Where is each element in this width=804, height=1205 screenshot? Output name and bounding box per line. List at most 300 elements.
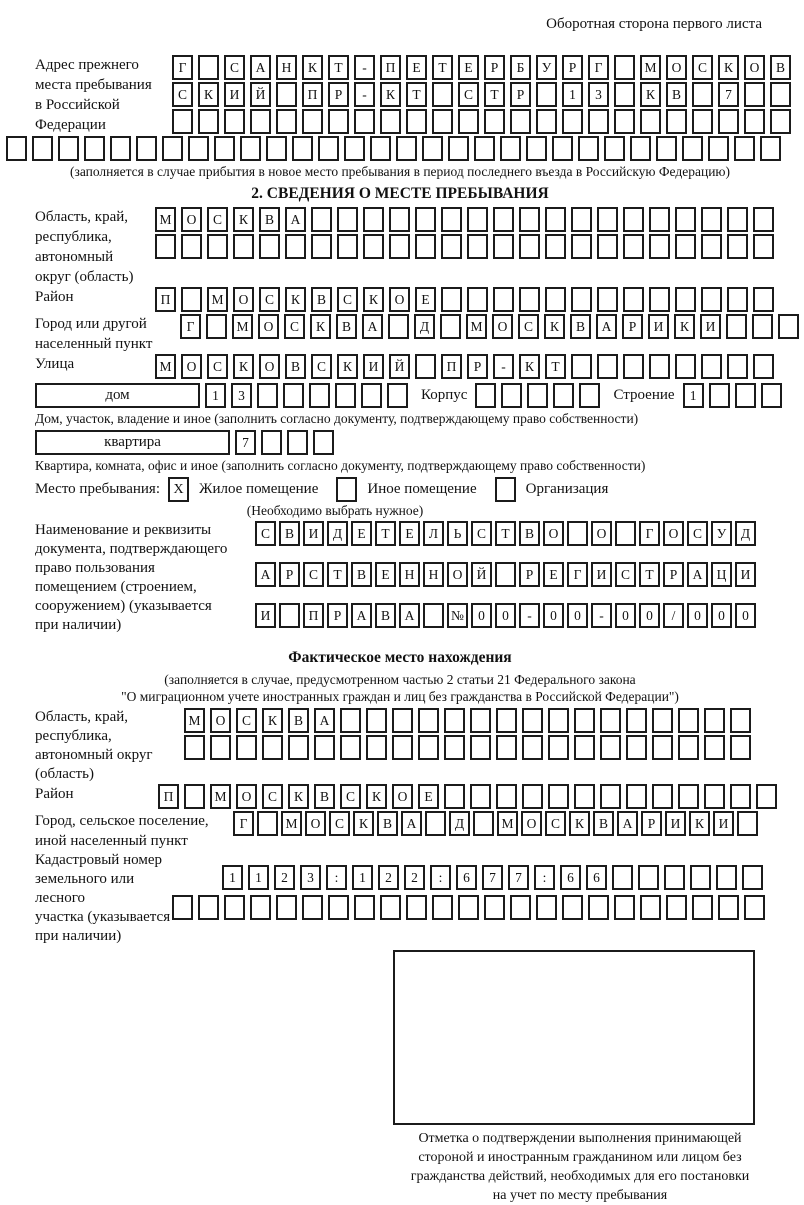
char-cell[interactable] — [432, 82, 453, 107]
char-cell[interactable] — [545, 287, 566, 312]
char-cell[interactable] — [224, 895, 245, 920]
char-cell[interactable] — [110, 136, 131, 161]
char-cell[interactable] — [363, 234, 384, 259]
char-cell[interactable]: О — [392, 784, 413, 809]
char-cell[interactable]: О — [236, 784, 257, 809]
char-cell[interactable] — [614, 82, 635, 107]
char-cell[interactable] — [522, 708, 543, 733]
char-cell[interactable]: В — [311, 287, 332, 312]
char-cell[interactable] — [770, 82, 791, 107]
char-cell[interactable] — [257, 383, 278, 408]
char-cell[interactable]: М — [155, 354, 176, 379]
char-cell[interactable] — [328, 895, 349, 920]
char-cell[interactable]: 6 — [560, 865, 581, 890]
char-cell[interactable] — [545, 207, 566, 232]
char-cell[interactable]: О — [447, 562, 468, 587]
char-cell[interactable] — [172, 109, 193, 134]
char-cell[interactable]: Р — [519, 562, 540, 587]
char-cell[interactable] — [337, 234, 358, 259]
char-cell[interactable] — [600, 784, 621, 809]
char-cell[interactable] — [522, 784, 543, 809]
char-cell[interactable] — [701, 354, 722, 379]
char-cell[interactable] — [496, 784, 517, 809]
char-cell[interactable]: О — [233, 287, 254, 312]
char-cell[interactable] — [475, 383, 496, 408]
char-cell[interactable]: 7 — [482, 865, 503, 890]
char-cell[interactable]: К — [380, 82, 401, 107]
char-cell[interactable] — [406, 109, 427, 134]
char-cell[interactable] — [444, 784, 465, 809]
char-cell[interactable] — [162, 136, 183, 161]
char-cell[interactable] — [276, 895, 297, 920]
char-cell[interactable] — [396, 136, 417, 161]
char-cell[interactable]: М — [640, 55, 661, 80]
char-cell[interactable] — [354, 109, 375, 134]
char-cell[interactable] — [742, 865, 763, 890]
char-cell[interactable] — [198, 55, 219, 80]
char-cell[interactable]: Ь — [447, 521, 468, 546]
char-cell[interactable]: И — [303, 521, 324, 546]
char-cell[interactable]: - — [519, 603, 540, 628]
char-cell[interactable] — [626, 784, 647, 809]
char-cell[interactable] — [250, 895, 271, 920]
char-cell[interactable] — [527, 383, 548, 408]
char-cell[interactable]: О — [663, 521, 684, 546]
char-cell[interactable] — [448, 136, 469, 161]
char-cell[interactable]: А — [687, 562, 708, 587]
char-cell[interactable]: 3 — [588, 82, 609, 107]
char-cell[interactable] — [701, 287, 722, 312]
char-cell[interactable] — [389, 234, 410, 259]
char-cell[interactable]: 7 — [235, 430, 256, 455]
char-cell[interactable]: Р — [562, 55, 583, 80]
char-cell[interactable] — [370, 136, 391, 161]
char-cell[interactable] — [276, 109, 297, 134]
char-cell[interactable]: М — [155, 207, 176, 232]
char-cell[interactable] — [678, 784, 699, 809]
char-cell[interactable] — [571, 287, 592, 312]
char-cell[interactable]: И — [700, 314, 721, 339]
char-cell[interactable] — [473, 811, 494, 836]
char-cell[interactable] — [283, 383, 304, 408]
char-cell[interactable] — [536, 82, 557, 107]
char-cell[interactable]: 3 — [231, 383, 252, 408]
char-cell[interactable] — [718, 895, 739, 920]
char-cell[interactable] — [675, 234, 696, 259]
char-cell[interactable] — [571, 354, 592, 379]
char-cell[interactable] — [311, 207, 332, 232]
char-cell[interactable]: В — [593, 811, 614, 836]
char-cell[interactable]: П — [303, 603, 324, 628]
char-cell[interactable] — [467, 287, 488, 312]
char-cell[interactable]: В — [336, 314, 357, 339]
char-cell[interactable] — [458, 109, 479, 134]
char-cell[interactable]: В — [279, 521, 300, 546]
char-cell[interactable]: О — [543, 521, 564, 546]
char-cell[interactable]: Н — [423, 562, 444, 587]
char-cell[interactable]: Г — [180, 314, 201, 339]
char-cell[interactable] — [727, 207, 748, 232]
char-cell[interactable] — [311, 234, 332, 259]
char-cell[interactable] — [562, 895, 583, 920]
char-cell[interactable]: Е — [406, 55, 427, 80]
char-cell[interactable]: Е — [458, 55, 479, 80]
char-cell[interactable] — [392, 708, 413, 733]
char-cell[interactable] — [761, 383, 782, 408]
char-cell[interactable] — [727, 287, 748, 312]
char-cell[interactable] — [626, 708, 647, 733]
char-cell[interactable] — [614, 895, 635, 920]
char-cell[interactable]: 1 — [222, 865, 243, 890]
char-cell[interactable]: Г — [639, 521, 660, 546]
char-cell[interactable]: К — [262, 708, 283, 733]
char-cell[interactable] — [666, 109, 687, 134]
char-cell[interactable]: В — [285, 354, 306, 379]
char-cell[interactable]: Г — [172, 55, 193, 80]
char-cell[interactable]: К — [718, 55, 739, 80]
char-cell[interactable]: К — [233, 354, 254, 379]
char-cell[interactable]: : — [534, 865, 555, 890]
char-cell[interactable] — [388, 314, 409, 339]
char-cell[interactable] — [604, 136, 625, 161]
char-cell[interactable] — [730, 735, 751, 760]
char-cell[interactable]: К — [366, 784, 387, 809]
char-cell[interactable]: 2 — [378, 865, 399, 890]
char-cell[interactable]: А — [250, 55, 271, 80]
char-cell[interactable]: С — [471, 521, 492, 546]
char-cell[interactable]: К — [285, 287, 306, 312]
char-cell[interactable] — [614, 55, 635, 80]
char-cell[interactable]: 2 — [404, 865, 425, 890]
char-cell[interactable]: Е — [415, 287, 436, 312]
char-cell[interactable]: О — [591, 521, 612, 546]
char-cell[interactable]: Р — [279, 562, 300, 587]
char-cell[interactable] — [753, 287, 774, 312]
char-cell[interactable] — [623, 234, 644, 259]
char-cell[interactable]: А — [351, 603, 372, 628]
char-cell[interactable] — [578, 136, 599, 161]
char-cell[interactable]: С — [207, 354, 228, 379]
char-cell[interactable] — [579, 383, 600, 408]
checkbox-zhiloe[interactable]: X — [168, 477, 189, 502]
char-cell[interactable]: В — [351, 562, 372, 587]
char-cell[interactable] — [313, 430, 334, 455]
char-cell[interactable]: И — [665, 811, 686, 836]
char-cell[interactable] — [257, 811, 278, 836]
char-cell[interactable] — [444, 735, 465, 760]
char-cell[interactable]: 1 — [248, 865, 269, 890]
char-cell[interactable] — [709, 383, 730, 408]
char-cell[interactable] — [340, 735, 361, 760]
char-cell[interactable] — [574, 735, 595, 760]
char-cell[interactable]: Й — [250, 82, 271, 107]
char-cell[interactable]: С — [172, 82, 193, 107]
char-cell[interactable] — [302, 109, 323, 134]
char-cell[interactable] — [344, 136, 365, 161]
char-cell[interactable] — [692, 82, 713, 107]
char-cell[interactable]: Т — [328, 55, 349, 80]
char-cell[interactable] — [441, 287, 462, 312]
char-cell[interactable] — [262, 735, 283, 760]
char-cell[interactable]: Р — [327, 603, 348, 628]
char-cell[interactable]: С — [458, 82, 479, 107]
char-cell[interactable]: К — [640, 82, 661, 107]
char-cell[interactable]: Д — [327, 521, 348, 546]
char-cell[interactable]: Е — [543, 562, 564, 587]
char-cell[interactable] — [259, 234, 280, 259]
char-cell[interactable]: Т — [545, 354, 566, 379]
char-cell[interactable] — [292, 136, 313, 161]
char-cell[interactable]: Д — [735, 521, 756, 546]
char-cell[interactable] — [236, 735, 257, 760]
char-cell[interactable]: К — [288, 784, 309, 809]
char-cell[interactable] — [422, 136, 443, 161]
char-cell[interactable]: О — [389, 287, 410, 312]
char-cell[interactable]: С — [337, 287, 358, 312]
char-cell[interactable] — [337, 207, 358, 232]
char-cell[interactable]: 0 — [615, 603, 636, 628]
char-cell[interactable] — [184, 735, 205, 760]
char-cell[interactable]: 7 — [718, 82, 739, 107]
char-cell[interactable] — [392, 735, 413, 760]
char-cell[interactable]: Г — [567, 562, 588, 587]
char-cell[interactable]: И — [735, 562, 756, 587]
char-cell[interactable]: А — [399, 603, 420, 628]
char-cell[interactable]: № — [447, 603, 468, 628]
char-cell[interactable] — [735, 383, 756, 408]
char-cell[interactable] — [484, 109, 505, 134]
char-cell[interactable] — [470, 784, 491, 809]
char-cell[interactable]: А — [596, 314, 617, 339]
char-cell[interactable] — [340, 708, 361, 733]
char-cell[interactable]: А — [401, 811, 422, 836]
char-cell[interactable] — [432, 895, 453, 920]
char-cell[interactable] — [656, 136, 677, 161]
char-cell[interactable] — [597, 234, 618, 259]
char-cell[interactable]: С — [311, 354, 332, 379]
char-cell[interactable]: М — [232, 314, 253, 339]
char-cell[interactable]: 0 — [471, 603, 492, 628]
char-cell[interactable] — [675, 207, 696, 232]
char-cell[interactable]: - — [591, 603, 612, 628]
char-cell[interactable] — [571, 234, 592, 259]
char-cell[interactable]: 0 — [567, 603, 588, 628]
char-cell[interactable]: К — [337, 354, 358, 379]
char-cell[interactable] — [484, 895, 505, 920]
char-cell[interactable] — [708, 136, 729, 161]
char-cell[interactable]: В — [314, 784, 335, 809]
char-cell[interactable]: Г — [233, 811, 254, 836]
char-cell[interactable] — [612, 865, 633, 890]
char-cell[interactable]: А — [255, 562, 276, 587]
char-cell[interactable] — [744, 109, 765, 134]
char-cell[interactable]: С — [687, 521, 708, 546]
char-cell[interactable]: Т — [432, 55, 453, 80]
char-cell[interactable] — [288, 735, 309, 760]
char-cell[interactable] — [366, 708, 387, 733]
char-cell[interactable]: 7 — [508, 865, 529, 890]
char-cell[interactable] — [753, 354, 774, 379]
char-cell[interactable] — [649, 354, 670, 379]
char-cell[interactable]: И — [648, 314, 669, 339]
char-cell[interactable] — [597, 207, 618, 232]
char-cell[interactable]: Р — [467, 354, 488, 379]
char-cell[interactable] — [574, 708, 595, 733]
char-cell[interactable]: С — [615, 562, 636, 587]
char-cell[interactable] — [753, 207, 774, 232]
char-cell[interactable]: О — [210, 708, 231, 733]
char-cell[interactable] — [363, 207, 384, 232]
char-cell[interactable]: К — [674, 314, 695, 339]
char-cell[interactable] — [630, 136, 651, 161]
char-cell[interactable]: П — [302, 82, 323, 107]
char-cell[interactable] — [136, 136, 157, 161]
char-cell[interactable] — [704, 708, 725, 733]
char-cell[interactable]: 0 — [687, 603, 708, 628]
char-cell[interactable] — [210, 735, 231, 760]
char-cell[interactable]: О — [258, 314, 279, 339]
char-cell[interactable] — [588, 109, 609, 134]
char-cell[interactable] — [623, 354, 644, 379]
char-cell[interactable] — [406, 895, 427, 920]
char-cell[interactable] — [548, 735, 569, 760]
char-cell[interactable] — [756, 784, 777, 809]
char-cell[interactable] — [649, 287, 670, 312]
char-cell[interactable]: - — [354, 82, 375, 107]
char-cell[interactable]: В — [375, 603, 396, 628]
char-cell[interactable]: - — [493, 354, 514, 379]
char-cell[interactable] — [737, 811, 758, 836]
char-cell[interactable] — [361, 383, 382, 408]
char-cell[interactable] — [366, 735, 387, 760]
char-cell[interactable] — [181, 234, 202, 259]
char-cell[interactable]: Д — [414, 314, 435, 339]
char-cell[interactable]: Т — [639, 562, 660, 587]
char-cell[interactable]: 6 — [586, 865, 607, 890]
char-cell[interactable]: 0 — [495, 603, 516, 628]
char-cell[interactable] — [744, 82, 765, 107]
char-cell[interactable]: П — [155, 287, 176, 312]
char-cell[interactable] — [6, 136, 27, 161]
char-cell[interactable]: Е — [375, 562, 396, 587]
char-cell[interactable] — [458, 895, 479, 920]
char-cell[interactable]: Ц — [711, 562, 732, 587]
char-cell[interactable] — [418, 735, 439, 760]
char-cell[interactable]: М — [497, 811, 518, 836]
char-cell[interactable] — [778, 314, 799, 339]
char-cell[interactable]: С — [545, 811, 566, 836]
char-cell[interactable] — [597, 354, 618, 379]
char-cell[interactable] — [493, 234, 514, 259]
char-cell[interactable]: 2 — [274, 865, 295, 890]
char-cell[interactable]: Т — [327, 562, 348, 587]
char-cell[interactable]: / — [663, 603, 684, 628]
char-cell[interactable] — [652, 735, 673, 760]
char-cell[interactable]: О — [492, 314, 513, 339]
char-cell[interactable] — [526, 136, 547, 161]
char-cell[interactable]: А — [362, 314, 383, 339]
char-cell[interactable]: О — [521, 811, 542, 836]
char-cell[interactable]: 1 — [683, 383, 704, 408]
char-cell[interactable] — [493, 287, 514, 312]
char-cell[interactable]: Й — [471, 562, 492, 587]
char-cell[interactable] — [682, 136, 703, 161]
char-cell[interactable] — [675, 287, 696, 312]
checkbox-organizaciya[interactable] — [495, 477, 516, 502]
char-cell[interactable] — [501, 383, 522, 408]
char-cell[interactable] — [678, 735, 699, 760]
char-cell[interactable] — [470, 708, 491, 733]
char-cell[interactable]: С — [692, 55, 713, 80]
char-cell[interactable] — [730, 784, 751, 809]
char-cell[interactable] — [623, 287, 644, 312]
char-cell[interactable] — [206, 314, 227, 339]
char-cell[interactable] — [432, 109, 453, 134]
char-cell[interactable] — [730, 708, 751, 733]
char-cell[interactable]: М — [281, 811, 302, 836]
char-cell[interactable] — [474, 136, 495, 161]
char-cell[interactable]: Д — [449, 811, 470, 836]
char-cell[interactable] — [467, 234, 488, 259]
char-cell[interactable] — [389, 207, 410, 232]
char-cell[interactable] — [615, 521, 636, 546]
char-cell[interactable]: С — [329, 811, 350, 836]
char-cell[interactable]: О — [666, 55, 687, 80]
char-cell[interactable] — [415, 234, 436, 259]
char-cell[interactable] — [198, 895, 219, 920]
char-cell[interactable]: О — [744, 55, 765, 80]
char-cell[interactable]: У — [711, 521, 732, 546]
char-cell[interactable]: В — [570, 314, 591, 339]
char-cell[interactable] — [545, 234, 566, 259]
char-cell[interactable]: 1 — [205, 383, 226, 408]
char-cell[interactable]: Т — [484, 82, 505, 107]
char-cell[interactable]: С — [284, 314, 305, 339]
char-cell[interactable] — [266, 136, 287, 161]
char-cell[interactable] — [652, 784, 673, 809]
char-cell[interactable]: О — [305, 811, 326, 836]
char-cell[interactable]: И — [363, 354, 384, 379]
char-cell[interactable] — [440, 314, 461, 339]
char-cell[interactable] — [309, 383, 330, 408]
char-cell[interactable] — [496, 735, 517, 760]
char-cell[interactable]: К — [233, 207, 254, 232]
char-cell[interactable]: П — [441, 354, 462, 379]
char-cell[interactable] — [84, 136, 105, 161]
char-cell[interactable] — [567, 521, 588, 546]
char-cell[interactable] — [727, 234, 748, 259]
char-cell[interactable] — [500, 136, 521, 161]
char-cell[interactable]: И — [713, 811, 734, 836]
char-cell[interactable]: Р — [510, 82, 531, 107]
char-cell[interactable] — [415, 207, 436, 232]
char-cell[interactable] — [184, 784, 205, 809]
char-cell[interactable]: М — [207, 287, 228, 312]
char-cell[interactable]: К — [310, 314, 331, 339]
char-cell[interactable]: В — [288, 708, 309, 733]
char-cell[interactable]: В — [519, 521, 540, 546]
char-cell[interactable]: 1 — [562, 82, 583, 107]
char-cell[interactable] — [467, 207, 488, 232]
char-cell[interactable]: Р — [484, 55, 505, 80]
char-cell[interactable] — [387, 383, 408, 408]
char-cell[interactable]: 6 — [456, 865, 477, 890]
char-cell[interactable] — [704, 784, 725, 809]
char-cell[interactable] — [597, 287, 618, 312]
char-cell[interactable]: С — [224, 55, 245, 80]
char-cell[interactable]: М — [466, 314, 487, 339]
char-cell[interactable] — [640, 895, 661, 920]
